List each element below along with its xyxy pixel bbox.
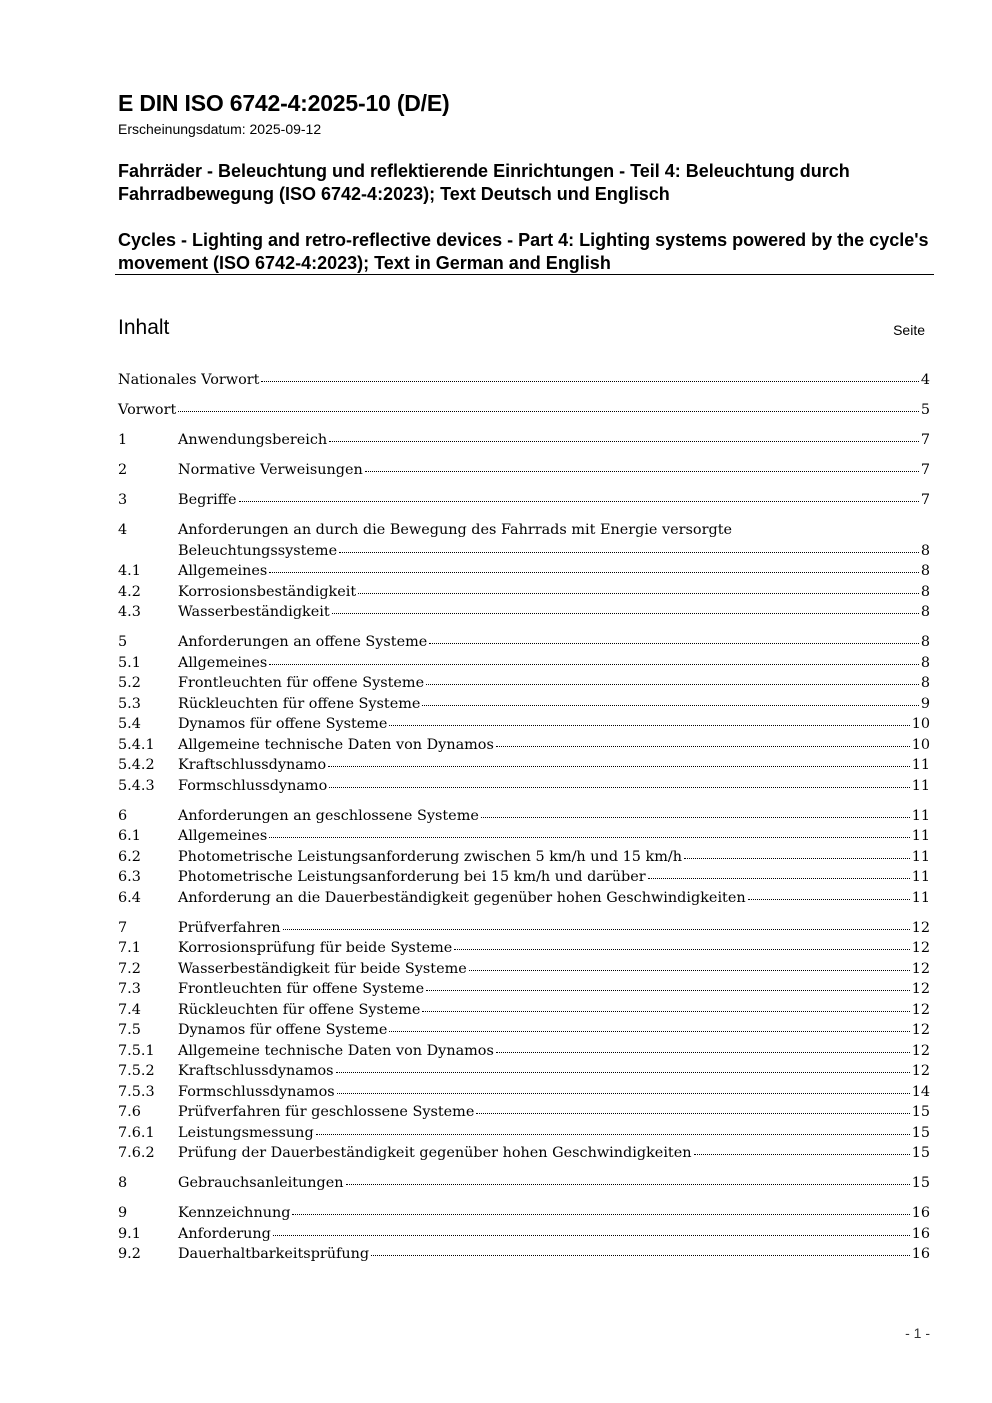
- toc-entry-number: 9.1: [118, 1225, 141, 1242]
- toc-leader-dots: [261, 381, 918, 382]
- toc-entry[interactable]: [118, 602, 930, 623]
- toc-entry[interactable]: [118, 1123, 930, 1144]
- toc-entry-title: Allgemeine technische Daten von Dynamos: [178, 736, 494, 753]
- toc-entry-title: Wasserbeständigkeit für beide Systeme: [178, 960, 467, 977]
- toc-entry[interactable]: [118, 490, 930, 511]
- toc-entry-title: Anforderungen an geschlossene Systeme: [178, 807, 479, 824]
- toc-entry[interactable]: [118, 520, 930, 541]
- page-column-label: Seite: [893, 322, 925, 338]
- toc-entry-page: 8: [920, 604, 930, 620]
- toc-entry-title: Frontleuchten für offene Systeme: [178, 675, 425, 691]
- toc-entry-title: Korrosionsbeständigkeit: [178, 583, 357, 600]
- toc-entry-page: 16: [911, 1225, 930, 1242]
- toc-entry[interactable]: [118, 888, 930, 909]
- toc-entry-title: Photometrische Leistungsanforderung bei 15 km/h und darüber: [178, 869, 646, 885]
- toc-entry[interactable]: [118, 714, 930, 735]
- toc-entry[interactable]: [118, 1173, 930, 1194]
- toc-leader-dots: [481, 817, 910, 818]
- toc-entry-number: 4: [118, 522, 128, 538]
- toc-entry-title: Begriffe: [178, 492, 237, 508]
- toc-entry-page: 7: [920, 462, 930, 478]
- toc-entry-page: 11: [911, 777, 930, 794]
- toc-leader-dots: [328, 766, 910, 767]
- toc-leader-dots: [422, 705, 918, 706]
- toc-entry-page: 7: [920, 432, 930, 448]
- toc-entry-number: 7.6.1: [118, 1124, 155, 1141]
- toc-entry-number: 7.5: [118, 1022, 141, 1038]
- toc-entry[interactable]: [118, 1020, 930, 1041]
- toc-leader-dots: [684, 858, 910, 859]
- toc-entry-number: 6.1: [118, 828, 141, 844]
- toc-leader-dots: [329, 441, 919, 442]
- toc-leader-dots: [178, 411, 919, 412]
- toc-leader-dots: [426, 684, 919, 685]
- toc-entry-title: Dynamos für offene Systeme: [178, 1022, 388, 1038]
- toc-entry-title: Anforderung: [178, 1225, 271, 1242]
- toc-entry-page: 15: [911, 1175, 930, 1191]
- toc-entry-number: 5: [118, 634, 128, 650]
- toc-entry-page: 7: [920, 492, 930, 508]
- toc-entry[interactable]: [118, 938, 930, 959]
- toc-entry-page: 8: [920, 563, 930, 579]
- toc-leader-dots: [389, 725, 909, 726]
- document-id: E DIN ISO 6742-4:2025-10 (D/E): [118, 90, 450, 116]
- toc-entry-number: 5.4.3: [118, 777, 155, 794]
- toc-entry-title: Rückleuchten für offene Systeme: [178, 1001, 421, 1018]
- toc-entry[interactable]: [118, 400, 930, 421]
- toc-entry-number: 7.1: [118, 940, 141, 956]
- toc-entry-title: Gebrauchsanleitungen: [178, 1175, 344, 1191]
- toc-entry-number: 7.6: [118, 1104, 141, 1120]
- toc-leader-dots: [648, 878, 910, 879]
- toc-leader-dots: [316, 1134, 910, 1135]
- toc-leader-dots: [365, 471, 919, 472]
- toc-entry-page: 10: [911, 736, 930, 753]
- toc-entry-number: 4.3: [118, 604, 141, 620]
- toc-leader-dots: [371, 1255, 910, 1256]
- toc-entry-title: Prüfverfahren für geschlossene Systeme: [178, 1104, 475, 1120]
- toc-entry-page: 15: [911, 1145, 930, 1161]
- toc-leader-dots: [748, 899, 910, 900]
- toc-leader-dots: [429, 643, 919, 644]
- toc-leader-dots: [358, 593, 919, 594]
- toc-entry[interactable]: [118, 1244, 930, 1265]
- toc-entry-title: Kraftschlussdynamo: [178, 757, 327, 773]
- toc-entry[interactable]: [118, 561, 930, 582]
- toc-entry-title: Frontleuchten für offene Systeme: [178, 981, 425, 997]
- toc-leader-dots: [426, 990, 910, 991]
- toc-entry-title: Anforderungen an offene Systeme: [178, 634, 428, 650]
- toc-entry-number: 8: [118, 1175, 128, 1191]
- toc-entry-page: 8: [920, 675, 930, 691]
- toc-entry[interactable]: [118, 1102, 930, 1123]
- toc-leader-dots: [469, 970, 910, 971]
- toc-entry-page: 9: [920, 695, 930, 712]
- toc-entry[interactable]: [118, 959, 930, 980]
- toc-entry-number: 7.4: [118, 1001, 141, 1018]
- toc-entry-page: 10: [911, 716, 930, 732]
- toc-leader-dots: [273, 1235, 910, 1236]
- toc-entry[interactable]: [118, 632, 930, 653]
- toc-entry-number: 5.4: [118, 716, 141, 732]
- toc-leader-dots: [496, 1052, 910, 1053]
- toc-entry-title: Allgemeine technische Daten von Dynamos: [178, 1042, 494, 1059]
- toc-entry-title: Allgemeines: [178, 654, 268, 671]
- toc-entry-title: Anforderungen an durch die Bewegung des Fahrrads mit Energie versorgte: [178, 522, 732, 538]
- toc-entry-page: 12: [911, 960, 930, 977]
- toc-entry-number: 7.5.2: [118, 1063, 155, 1079]
- toc-entry-page: 12: [911, 981, 930, 997]
- toc-entry-page: 8: [920, 583, 930, 600]
- toc-entry-page: 11: [911, 807, 930, 824]
- toc-entry[interactable]: [118, 582, 930, 603]
- toc-entry[interactable]: [118, 806, 930, 827]
- toc-entry-page: 12: [911, 940, 930, 956]
- toc-entry-title: Photometrische Leistungsanforderung zwischen 5 km/h und 15 km/h: [178, 848, 682, 865]
- toc-leader-dots: [476, 1113, 909, 1114]
- table-of-contents: [118, 370, 930, 1265]
- toc-leader-dots: [496, 746, 910, 747]
- toc-entry-number: 7.5.3: [118, 1083, 155, 1100]
- toc-entry-title: Allgemeines: [178, 563, 268, 579]
- toc-entry-page: 11: [911, 828, 930, 844]
- toc-entry[interactable]: [118, 653, 930, 674]
- toc-entry-page: 12: [911, 919, 930, 936]
- toc-entry-number: 5.4.2: [118, 757, 155, 773]
- toc-entry[interactable]: [118, 979, 930, 1000]
- toc-entry-title: Nationales Vorwort: [118, 372, 260, 388]
- toc-entry[interactable]: [118, 918, 930, 939]
- toc-entry-page: 8: [920, 654, 930, 671]
- toc-entry-number: 7.3: [118, 981, 141, 997]
- toc-entry[interactable]: [118, 735, 930, 756]
- toc-entry-continuation[interactable]: [118, 541, 930, 562]
- toc-entry[interactable]: [118, 847, 930, 868]
- toc-entry-page: 8: [920, 634, 930, 650]
- toc-leader-dots: [389, 1031, 909, 1032]
- toc-entry[interactable]: [118, 1000, 930, 1021]
- toc-entry[interactable]: [118, 1203, 930, 1224]
- toc-entry-page: 16: [911, 1205, 930, 1221]
- toc-entry-number: 2: [118, 462, 128, 478]
- toc-entry-title: Normative Verweisungen: [178, 462, 363, 478]
- toc-entry[interactable]: [118, 1061, 930, 1082]
- toc-entry-number: 6.3: [118, 869, 141, 885]
- toc-entry[interactable]: [118, 1224, 930, 1245]
- toc-entry-title: Leistungsmessung: [178, 1124, 314, 1141]
- toc-entry-page: 12: [911, 1001, 930, 1018]
- toc-entry[interactable]: [118, 673, 930, 694]
- toc-entry-title-continued: Beleuchtungssysteme: [178, 542, 338, 559]
- toc-leader-dots: [329, 787, 909, 788]
- toc-entry[interactable]: [118, 1041, 930, 1062]
- toc-leader-dots: [694, 1154, 910, 1155]
- toc-entry-title: Anforderung an die Dauerbeständigkeit gegenüber hohen Geschwindigkeiten: [178, 889, 746, 906]
- toc-entry-page: 12: [911, 1063, 930, 1079]
- publication-date: Erscheinungsdatum: 2025-09-12: [118, 121, 322, 137]
- toc-entry-number: 6.2: [118, 848, 141, 865]
- toc-leader-dots: [454, 949, 909, 950]
- toc-entry[interactable]: [118, 694, 930, 715]
- toc-entry[interactable]: [118, 460, 930, 481]
- toc-entry-number: 9: [118, 1205, 128, 1221]
- toc-entry-number: 5.1: [118, 654, 141, 671]
- title-german: Fahrräder - Beleuchtung und reflektierende Einrichtungen - Teil 4: Beleuchtung durch Fahrradbewegung (ISO 6742-4:2023); Text Deutsch und Englisch: [118, 161, 850, 204]
- toc-entry-page: 11: [911, 889, 930, 906]
- toc-leader-dots: [339, 552, 919, 553]
- toc-entry[interactable]: [118, 370, 930, 391]
- toc-entry-number: 5.4.1: [118, 736, 155, 753]
- toc-entry-title: Rückleuchten für offene Systeme: [178, 695, 421, 712]
- toc-entry-page: 4: [920, 372, 930, 388]
- toc-heading: Inhalt: [118, 316, 170, 339]
- toc-entry-title: Formschlussdynamo: [178, 777, 328, 794]
- toc-entry-page: 15: [911, 1124, 930, 1141]
- toc-entry-title: Formschlussdynamos: [178, 1083, 335, 1100]
- toc-entry-page: 8: [920, 542, 930, 559]
- toc-entry-title: Wasserbeständigkeit: [178, 604, 330, 620]
- toc-entry[interactable]: [118, 755, 930, 776]
- toc-entry[interactable]: [118, 430, 930, 451]
- title-divider: [115, 274, 934, 275]
- toc-entry-number: 7.6.2: [118, 1145, 155, 1161]
- toc-entry-page: 5: [920, 402, 930, 418]
- toc-entry-title: Anwendungsbereich: [178, 432, 328, 448]
- toc-entry-number: 6: [118, 807, 128, 824]
- footer-page-number: - 1 -: [905, 1325, 930, 1341]
- toc-entry-number: 7.5.1: [118, 1042, 155, 1059]
- toc-leader-dots: [332, 613, 919, 614]
- toc-leader-dots: [337, 1093, 910, 1094]
- toc-leader-dots: [346, 1184, 910, 1185]
- toc-leader-dots: [269, 572, 919, 573]
- toc-entry-title: Prüfverfahren: [178, 919, 281, 936]
- toc-leader-dots: [292, 1214, 909, 1215]
- toc-entry-number: 7.2: [118, 960, 141, 977]
- toc-entry-page: 12: [911, 1042, 930, 1059]
- toc-entry-number: 6.4: [118, 889, 141, 906]
- toc-entry-page: 11: [911, 757, 930, 773]
- toc-entry-page: 11: [911, 869, 930, 885]
- toc-entry-title: Allgemeines: [178, 828, 268, 844]
- toc-leader-dots: [283, 929, 910, 930]
- toc-leader-dots: [422, 1011, 909, 1012]
- toc-entry-number: 3: [118, 492, 128, 508]
- toc-entry-number: 9.2: [118, 1246, 141, 1262]
- toc-entry[interactable]: [118, 776, 930, 797]
- toc-entry-title: Vorwort: [118, 402, 177, 418]
- title-english: Cycles - Lighting and retro-reflective devices - Part 4: Lighting systems powered by the cycle's movement (ISO 6742-4:2023); Text in German and English: [118, 230, 929, 273]
- toc-entry-title: Korrosionsprüfung für beide Systeme: [178, 940, 453, 956]
- toc-entry[interactable]: [118, 867, 930, 888]
- toc-entry-number: 4.1: [118, 563, 141, 579]
- toc-entry-page: 15: [911, 1104, 930, 1120]
- toc-entry-page: 12: [911, 1022, 930, 1038]
- toc-entry-title: Kraftschlussdynamos: [178, 1063, 334, 1079]
- toc-entry-title: Dynamos für offene Systeme: [178, 716, 388, 732]
- toc-entry-number: 4.2: [118, 583, 141, 600]
- toc-entry-page: 11: [911, 848, 930, 865]
- toc-entry-page: 14: [911, 1083, 930, 1100]
- toc-entry-number: 1: [118, 432, 128, 448]
- toc-entry-number: 5.2: [118, 675, 141, 691]
- toc-entry-number: 7: [118, 919, 128, 936]
- toc-entry-number: 5.3: [118, 695, 141, 712]
- toc-entry[interactable]: [118, 826, 930, 847]
- toc-leader-dots: [269, 664, 919, 665]
- toc-leader-dots: [269, 837, 909, 838]
- toc-entry-title: Dauerhaltbarkeitsprüfung: [178, 1246, 370, 1262]
- toc-entry[interactable]: [118, 1143, 930, 1164]
- toc-leader-dots: [239, 501, 919, 502]
- toc-entry-page: 16: [911, 1246, 930, 1262]
- toc-leader-dots: [336, 1072, 910, 1073]
- toc-entry-title: Prüfung der Dauerbeständigkeit gegenüber hohen Geschwindigkeiten: [178, 1145, 692, 1161]
- toc-entry-title: Kennzeichnung: [178, 1205, 291, 1221]
- toc-entry[interactable]: [118, 1082, 930, 1103]
